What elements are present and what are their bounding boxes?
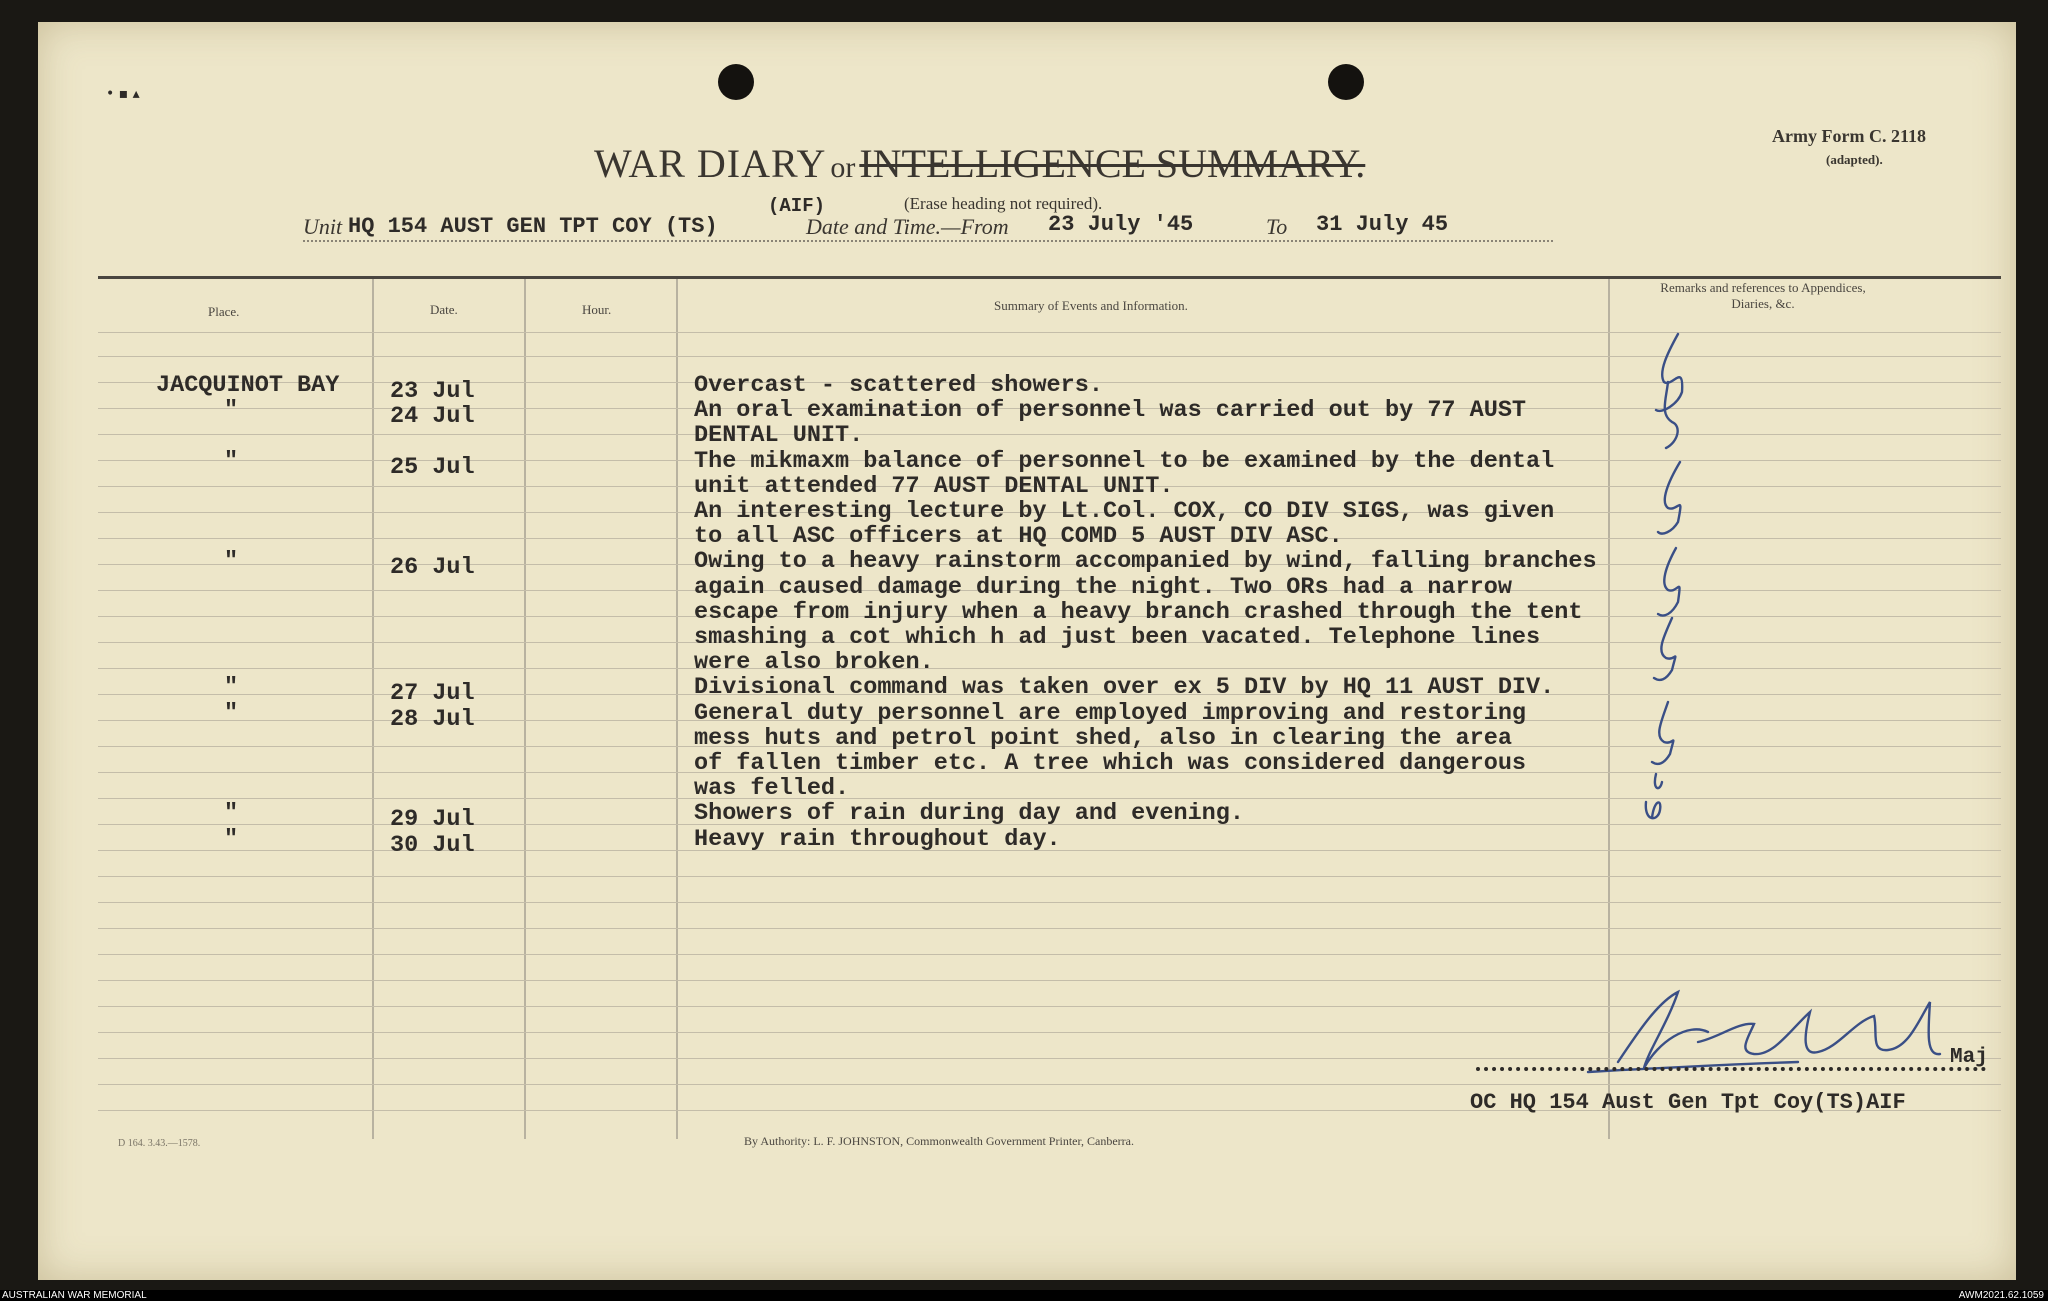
- entry-place: ": [224, 548, 239, 576]
- entry-place: ": [224, 800, 239, 828]
- header-hour: Hour.: [582, 302, 612, 317]
- initials-marks: [1638, 322, 1728, 882]
- entry-place: ": [224, 699, 239, 727]
- punch-hole-left: [718, 64, 754, 100]
- entry-text: DENTAL UNIT.: [694, 422, 864, 450]
- entry-text: Overcast - scattered showers.: [694, 372, 1103, 399]
- entry-place: ": [224, 397, 239, 425]
- entry-date: 25 Jul: [390, 453, 475, 481]
- header-summary: Summary of Events and Information.: [994, 298, 1188, 313]
- margin-marks: • ▪ ▴: [106, 86, 140, 102]
- entry-text: Showers of rain during day and evening.: [694, 800, 1244, 828]
- erase-note: (Erase heading not required).: [904, 194, 1103, 213]
- entry-text: The mikmaxm balance of personnel to be examined by the dental: [694, 447, 1555, 475]
- diary-page: [38, 22, 2016, 1280]
- entry-place: JACQUINOT BAY: [156, 372, 340, 399]
- initial-mark: [1654, 618, 1675, 680]
- date-time-label: Date and Time.—From: [806, 214, 1009, 239]
- signature-mark: [1578, 972, 1978, 1082]
- entry-text: was felled.: [694, 775, 850, 803]
- credit-left: AUSTRALIAN WAR MEMORIAL: [2, 1290, 147, 1301]
- printer-authority: By Authority: L. F. JOHNSTON, Commonwealth Government Printer, Canberra.: [744, 1134, 1134, 1148]
- title-or: or: [830, 151, 856, 184]
- punch-hole-right: [1328, 64, 1364, 100]
- title-intelligence-summary-struck: INTELLIGENCE SUMMARY.: [859, 141, 1366, 186]
- unit-aif: (AIF): [768, 195, 826, 217]
- entry-text: General duty personnel are employed improving and restoring: [694, 699, 1527, 727]
- print-code: D 164. 3.43.—1578.: [118, 1138, 201, 1149]
- initial-mark: [1646, 774, 1662, 818]
- initial-mark: [1658, 548, 1680, 616]
- entry-date: 29 Jul: [390, 806, 475, 834]
- entry-text: escape from injury when a heavy branch crashed through the tent: [694, 598, 1583, 626]
- ruled-line: [98, 928, 2001, 929]
- entry-date: 30 Jul: [390, 831, 475, 859]
- credit-right: AWM2021.62.1059: [1958, 1290, 2044, 1301]
- signature-rank: Maj: [1950, 1046, 1988, 1069]
- entry-text: of fallen timber etc. A tree which was considered dangerous: [694, 750, 1527, 777]
- entry-date: 27 Jul: [390, 680, 475, 708]
- form-title: [594, 140, 1365, 187]
- header-place: Place.: [208, 304, 240, 319]
- to-date: 31 July 45: [1316, 212, 1449, 237]
- entry-place: ": [224, 674, 239, 702]
- initial-mark: [1658, 462, 1680, 534]
- entry-text: were also broken.: [694, 649, 934, 677]
- entry-place: ": [224, 447, 239, 475]
- entry-text: Divisional command was taken over ex 5 DIV by HQ 11 AUST DIV.: [694, 674, 1555, 702]
- entry-text: again caused damage during the night. Two ORs had a narrow: [694, 573, 1512, 601]
- entry-text: smashing a cot which h ad just been vacated. Telephone lines: [694, 624, 1541, 651]
- initial-mark: [1656, 334, 1682, 411]
- entry-date: 24 Jul: [390, 403, 475, 431]
- entry-date: 23 Jul: [390, 378, 475, 405]
- entry-date: 28 Jul: [390, 705, 475, 733]
- ruled-line: [98, 902, 2001, 903]
- entry-text: mess huts and petrol point shed, also in clearing the area: [694, 724, 1512, 752]
- initial-mark: [1665, 382, 1678, 448]
- unit-label: Unit: [303, 214, 343, 239]
- signature-title: OC HQ 154 Aust Gen Tpt Coy(TS)AIF: [1470, 1090, 1906, 1115]
- entry-date: 26 Jul: [390, 554, 475, 582]
- ruled-line: [98, 1084, 2001, 1085]
- initial-mark: [1652, 702, 1673, 764]
- entry-place: ": [224, 825, 239, 853]
- entry-text: Heavy rain throughout day.: [694, 825, 1061, 853]
- entry-text: unit attended 77 AUST DENTAL UNIT.: [694, 472, 1174, 500]
- to-label: To: [1266, 214, 1288, 239]
- archive-credit-strip: [0, 1290, 2048, 1301]
- header-remarks: Remarks and references to Appendices, Diaries, &c.: [1660, 280, 1866, 311]
- header-date: Date.: [430, 302, 458, 317]
- from-date: 23 July '45: [1048, 212, 1194, 237]
- army-form-number: Army Form C. 2118: [1772, 126, 1926, 146]
- signature-dotted-line: [1476, 1067, 1986, 1071]
- title-war-diary: WAR DIARY: [594, 141, 827, 186]
- unit-value: HQ 154 AUST GEN TPT COY (TS): [348, 214, 718, 239]
- entry-text: Owing to a heavy rainstorm accompanied by wind, falling branches: [694, 548, 1597, 576]
- army-form-adapted: (adapted).: [1826, 152, 1883, 167]
- entry-text: An interesting lecture by Lt.Col. COX, CO DIV SIGS, was given: [694, 498, 1555, 525]
- entry-text: An oral examination of personnel was carried out by 77 AUST: [694, 397, 1527, 425]
- table-top-rule: [98, 276, 2001, 279]
- entry-text: to all ASC officers at HQ COMD 5 AUST DIV ASC.: [694, 523, 1343, 551]
- ruled-line: [98, 954, 2001, 955]
